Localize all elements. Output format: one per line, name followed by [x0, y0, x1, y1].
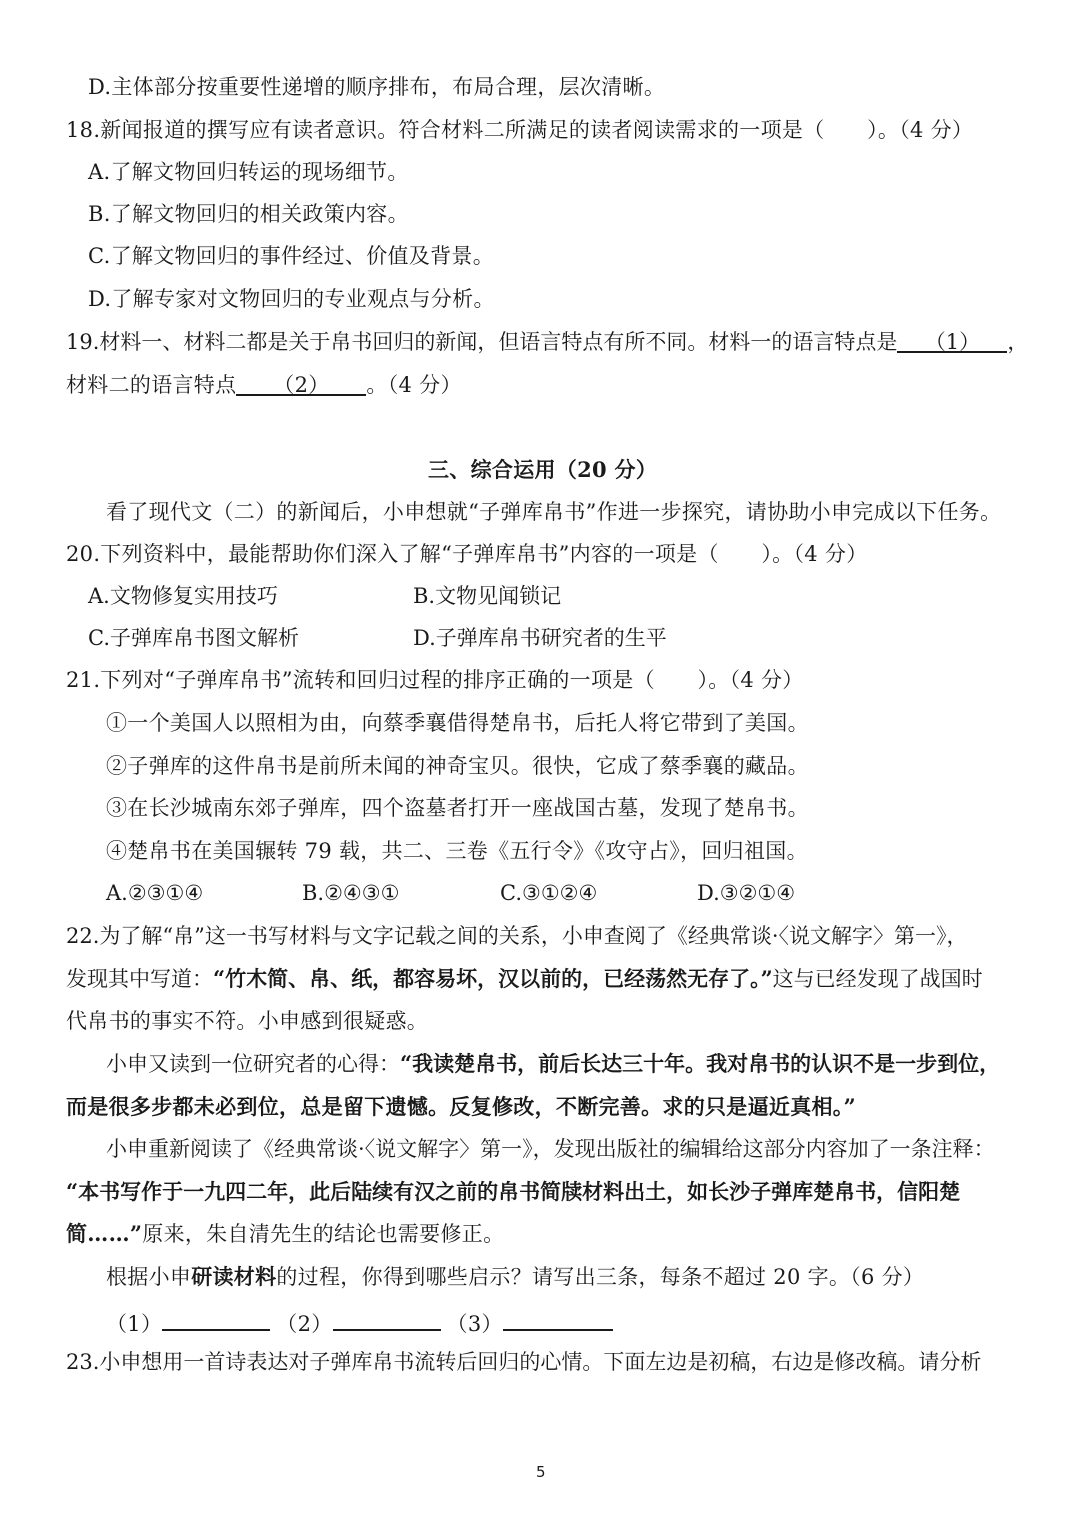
q21-option-a: A.②③①④ [106, 881, 204, 905]
q18-option-c: C.了解文物回归的事件经过、价值及背景。 [88, 244, 494, 268]
q22-p1-line3: 代帛书的事实不符。小申感到很疑惑。 [66, 1009, 429, 1033]
q19-answer-blank-1[interactable] [897, 327, 1007, 353]
q22-p1-text: 发现其中写道： [66, 967, 213, 991]
q22-p1-text-b: 这与已经发现了战国时 [772, 967, 983, 991]
q22-quote-zhu: “竹木简、帛、纸，都容易坏，汉以前的，已经荡然无存了。” [213, 966, 773, 991]
q19-text-1: 19.材料一、材料二都是关于帛书回归的新闻，但语言特点有所不同。材料一的语言特点是 [66, 330, 898, 354]
q21-option-d: D.③②①④ [697, 881, 796, 905]
q21-item-1: ①一个美国人以照相为由，向蔡季襄借得楚帛书，后托人将它带到了美国。 [106, 711, 809, 735]
q21-item-4: ④楚帛书在美国辗转 79 载，共二、三卷《五行令》《攻守占》，回归祖国。 [106, 839, 808, 863]
q20-option-a: A.文物修复实用技巧 [88, 584, 278, 608]
q22-quote-researcher-1: “我读楚帛书，前后长达三十年。我对帛书的认识不是一步到位， [400, 1051, 1001, 1076]
q22-p3-text: 原来，朱自清先生的结论也需要修正。 [142, 1222, 505, 1246]
q22-quote-researcher-2: 而是很多步都未必到位，总是留下遗憾。反复修改，不断完善。求的只是逼近真相。” [66, 1094, 856, 1119]
q19-line1 [66, 327, 1028, 357]
q19-end: 。（4 分） [366, 373, 462, 397]
q18-option-a: A.了解文物回归转运的现场细节。 [88, 160, 409, 184]
q20-option-c: C.子弹库帛书图文解析 [88, 626, 299, 650]
q21-item-3: ③在长沙城南东郊子弹库，四个盗墓者打开一座战国古墓，发现了楚帛书。 [106, 796, 809, 820]
q22-blank-label-3: （3） [446, 1312, 503, 1336]
section-3-title: 三、综合运用（20 分） [428, 457, 658, 482]
q22-p3-line3 [66, 1219, 504, 1249]
q22-p1-line2 [66, 964, 983, 994]
q19-line2 [66, 370, 462, 400]
q22-p1-line1: 22.为了解“帛”这一书写材料与文字记载之间的关系，小申查阅了《经典常谈·〈说文解字〉第一》， [66, 924, 968, 948]
q22-note-2: 简……” [66, 1221, 143, 1246]
q20-stem: 20.下列资料中，最能帮助你们深入了解“子弹库帛书”内容的一项是（ ）。（4 分） [66, 542, 868, 566]
section-3-intro: 看了现代文（二）的新闻后，小申想就“子弹库帛书”作进一步探究，请协助小申完成以下任务。 [106, 500, 1002, 524]
q22-answer-blank-1[interactable] [162, 1305, 270, 1331]
q19-answer-blank-2[interactable] [236, 370, 366, 396]
q21-stem: 21.下列对“子弹库帛书”流转和回归过程的排序正确的一项是（ ）。（4 分） [66, 668, 804, 692]
q19-blank-label-1: （1） [924, 330, 981, 354]
q22-answer-blank-3[interactable] [503, 1305, 613, 1331]
q22-p2-text: 小申又读到一位研究者的心得： [106, 1052, 400, 1076]
q20-option-d: D.子弹库帛书研究者的生平 [413, 626, 667, 650]
q22-blank-label-1: （1） [106, 1312, 163, 1336]
q20-option-b: B.文物见闻锁记 [413, 584, 562, 608]
q17-option-d: D.主体部分按重要性递增的顺序排布，布局合理，层次清晰。 [88, 75, 666, 99]
q22-p3-line1: 小申重新阅读了《经典常谈·〈说文解字〉第一》，发现出版社的编辑给这部分内容加了一条注释： [106, 1137, 995, 1161]
q22-task-b: 的过程，你得到哪些启示？请写出三条，每条不超过 20 字。（6 分） [276, 1265, 925, 1289]
q21-item-2: ②子弹库的这件帛书是前所未闻的神奇宝贝。很快，它成了蔡季襄的藏品。 [106, 754, 809, 778]
page-number: 5 [536, 1463, 546, 1481]
q18-option-d: D.了解专家对文物回归的专业观点与分析。 [88, 287, 495, 311]
q21-option-b: B.②④③① [302, 881, 400, 905]
q22-task-a: 根据小申 [106, 1265, 192, 1289]
q22-blank-label-2: （2） [276, 1312, 333, 1336]
q21-option-c: C.③①②④ [500, 881, 598, 905]
q22-task-bold: 研读材料 [191, 1264, 277, 1289]
q18-option-b: B.了解文物回归的相关政策内容。 [88, 202, 409, 226]
q18-stem: 18.新闻报道的撰写应有读者意识。符合材料二所满足的读者阅读需求的一项是（ ）。（4 分） [66, 118, 974, 142]
q22-note-1: “本书写作于一九四二年，此后陆续有汉之前的帛书简牍材料出土，如长沙子弹库楚帛书，信阳楚 [66, 1179, 961, 1204]
q23-stem: 23.小申想用一首诗表达对子弹库帛书流转后回归的心情。下面左边是初稿，右边是修改稿。请分析 [66, 1350, 982, 1374]
q19-comma: ， [1007, 330, 1029, 354]
q19-blank-label-2: （2） [273, 373, 330, 397]
q22-task [106, 1262, 924, 1292]
q22-answer-row [106, 1305, 613, 1339]
q22-answer-blank-2[interactable] [333, 1305, 441, 1331]
q22-p2-line1 [106, 1049, 1000, 1079]
q19-text-2: 材料二的语言特点 [66, 373, 237, 397]
